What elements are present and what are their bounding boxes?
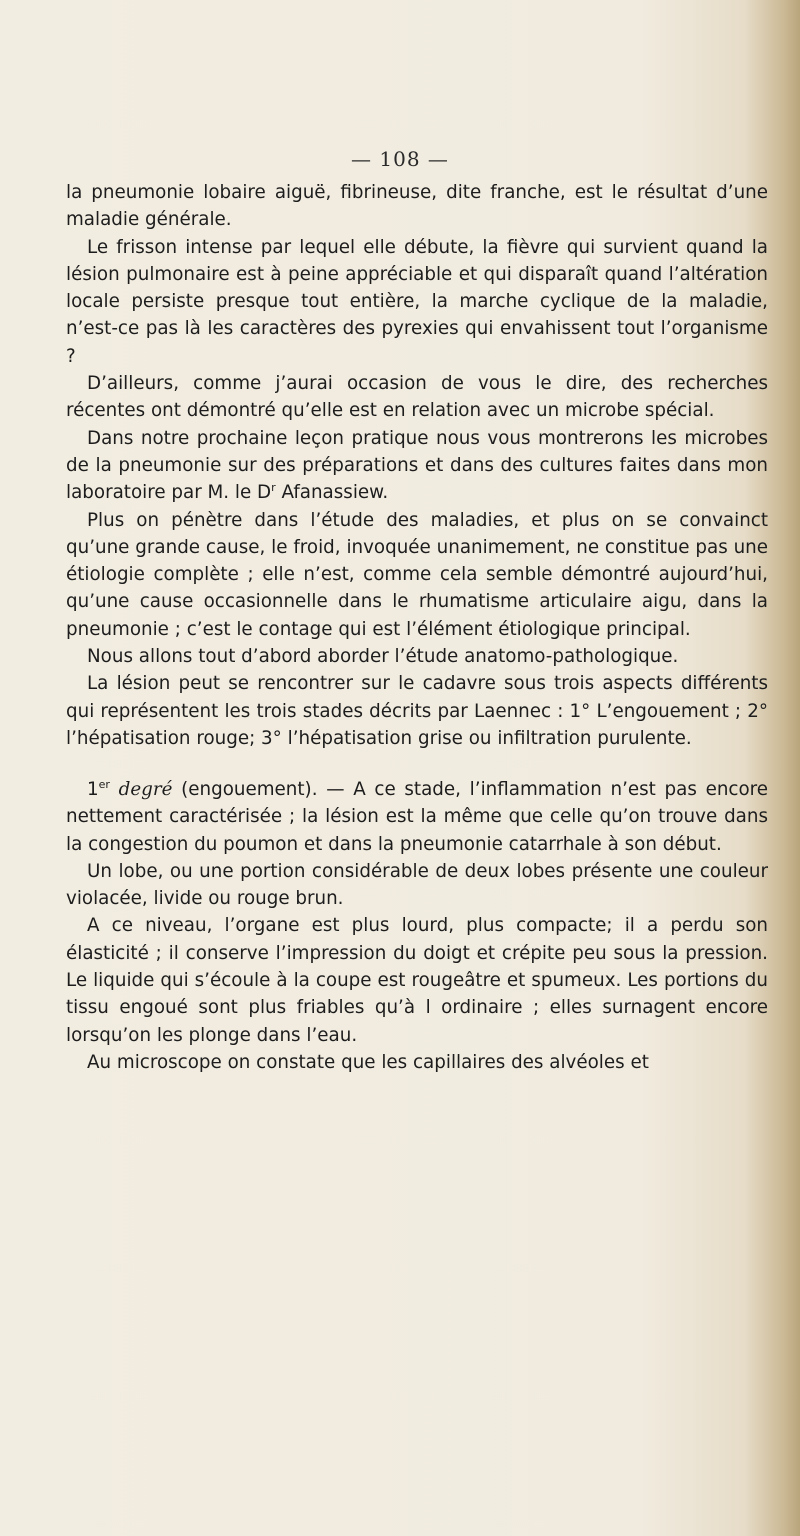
paragraph: Le frisson intense par lequel elle débute, la fièvre qui survient quand la lésion pulmonaire est à peine appréciable et qui disparaît quand l’altération locale persiste presque tout entière, la marche cyclique de la maladie, n’est-ce pas là les caractères des pyrexies qui envahissent tout l’organisme ?: [66, 236, 768, 367]
section-heading-paragraph: [66, 776, 768, 858]
text-block-2: [66, 776, 768, 1076]
paragraph: La lésion peut se rencontrer sur le cadavre sous trois aspects différents qui représentent les trois stades décrits par Laennec : 1° L’engouement ; 2° l’hépatisation rouge; 3° l’hépatisation grise ou infiltration purulente.: [66, 673, 768, 749]
paragraph-text: (engouement). — A ce stade, l’inflammation n’est pas encore nettement caractérisée ; la lésion est la même que celle qu’on trouve dans la congestion du poumon et dans la pneumonie catarrhale à son début.: [66, 779, 769, 855]
superscript: er: [98, 778, 110, 791]
paragraph: D’ailleurs, comme j’aurai occasion de vous le dire, des recherches récentes ont démontré qu’elle est en relation avec un microbe spécial.: [66, 373, 768, 422]
paragraph: la pneumonie lobaire aiguë, fibrineuse, dite franche, est le résultat d’une maladie générale.: [66, 182, 768, 231]
section-label: degré: [118, 779, 173, 800]
text-block-1: [66, 179, 768, 752]
page-number: — 108 —: [351, 147, 449, 171]
paragraph: Au microscope on constate que les capillaires des alvéoles et: [87, 1051, 649, 1073]
paragraph: A ce niveau, l’organe est plus lourd, plus compacte; il a perdu son élasticité ; il conserve l’impression du doigt et crépite peu sous la pression. Le liquide qui s’écoule à la coupe est rougeâtre et spumeux. Les portions du tissu engoué sont plus friables qu’à l ordinaire ; elles surnagent encore lorsqu’on les plonge dans l’eau.: [66, 915, 768, 1046]
paragraph: Plus on pénètre dans l’étude des maladies, et plus on se convainct qu’une grande cause, le froid, invoquée unanimement, ne constitue pas une étiologie complète ; elle n’est, comme cela semble démontré aujourd’hui, qu’une cause occasionnelle dans le rhumatisme articulaire aigu, dans la pneumonie ; c’est le contage qui est l’élément étiologique principal.: [66, 509, 768, 640]
paragraph: Nous allons tout d’abord aborder l’étude anatomo-pathologique.: [87, 646, 679, 668]
paragraph: Un lobe, ou une portion considérable de deux lobes présente une couleur violacée, livide ou rouge brun.: [66, 860, 768, 910]
paragraph-text: Dans notre prochaine leçon pratique nous vous montrerons les microbes de la pneumonie sur des préparations et dans des cultures faites dans mon laboratoire par M. le D: [66, 427, 768, 504]
superscript: r: [271, 481, 276, 495]
section-number: 1: [87, 779, 99, 800]
paragraph-text: Afanassiew.: [275, 482, 389, 504]
paragraph: [66, 425, 768, 507]
